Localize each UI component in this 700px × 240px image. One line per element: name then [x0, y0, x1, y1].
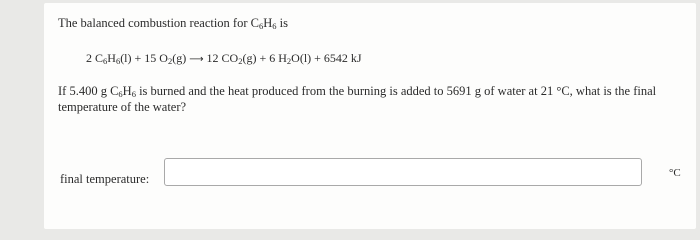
final-temperature-label: final temperature: — [60, 172, 150, 186]
problem-subscript: 6 — [131, 89, 136, 99]
equation-subscript: 2 — [286, 56, 292, 66]
equation-subscript: 2 — [238, 56, 243, 66]
question-card — [44, 3, 696, 229]
equation-text: 2 C — [86, 51, 104, 65]
intro-text: H — [263, 16, 273, 30]
problem-statement-line-2: temperature of the water? — [58, 100, 187, 114]
problem-text: is burned and the heat produced from the burning is added to 5691 g of water at 21 °C, what is the final — [135, 84, 657, 98]
equation-subscript: 6 — [115, 56, 121, 66]
intro-text: The balanced combustion reaction for C — [58, 16, 259, 30]
problem-text: If 5.400 g C — [58, 84, 119, 98]
problem-statement-line-1 — [58, 84, 656, 98]
equation-text: O(l) + 6542 kJ — [291, 51, 362, 65]
equation-text: (l) + 15 O — [120, 51, 168, 65]
equation-text: H — [107, 51, 116, 65]
intro-subscript: 6 — [258, 21, 264, 31]
reaction-arrow-icon: ⟶ — [189, 54, 204, 65]
intro-subscript: 6 — [272, 21, 277, 31]
equation-subscript: 6 — [103, 56, 108, 66]
temperature-unit-label: °C — [669, 167, 681, 179]
combustion-equation — [86, 51, 362, 67]
question-intro — [58, 16, 288, 30]
final-temperature-input[interactable] — [164, 158, 642, 186]
equation-text: (g) — [172, 51, 187, 65]
equation-text: (g) + 6 H — [242, 51, 287, 65]
intro-text: is — [276, 16, 288, 30]
problem-subscript: 6 — [118, 89, 123, 99]
problem-text: H — [122, 84, 132, 98]
equation-text: 12 CO — [206, 51, 239, 65]
equation-subscript: 2 — [167, 56, 173, 66]
